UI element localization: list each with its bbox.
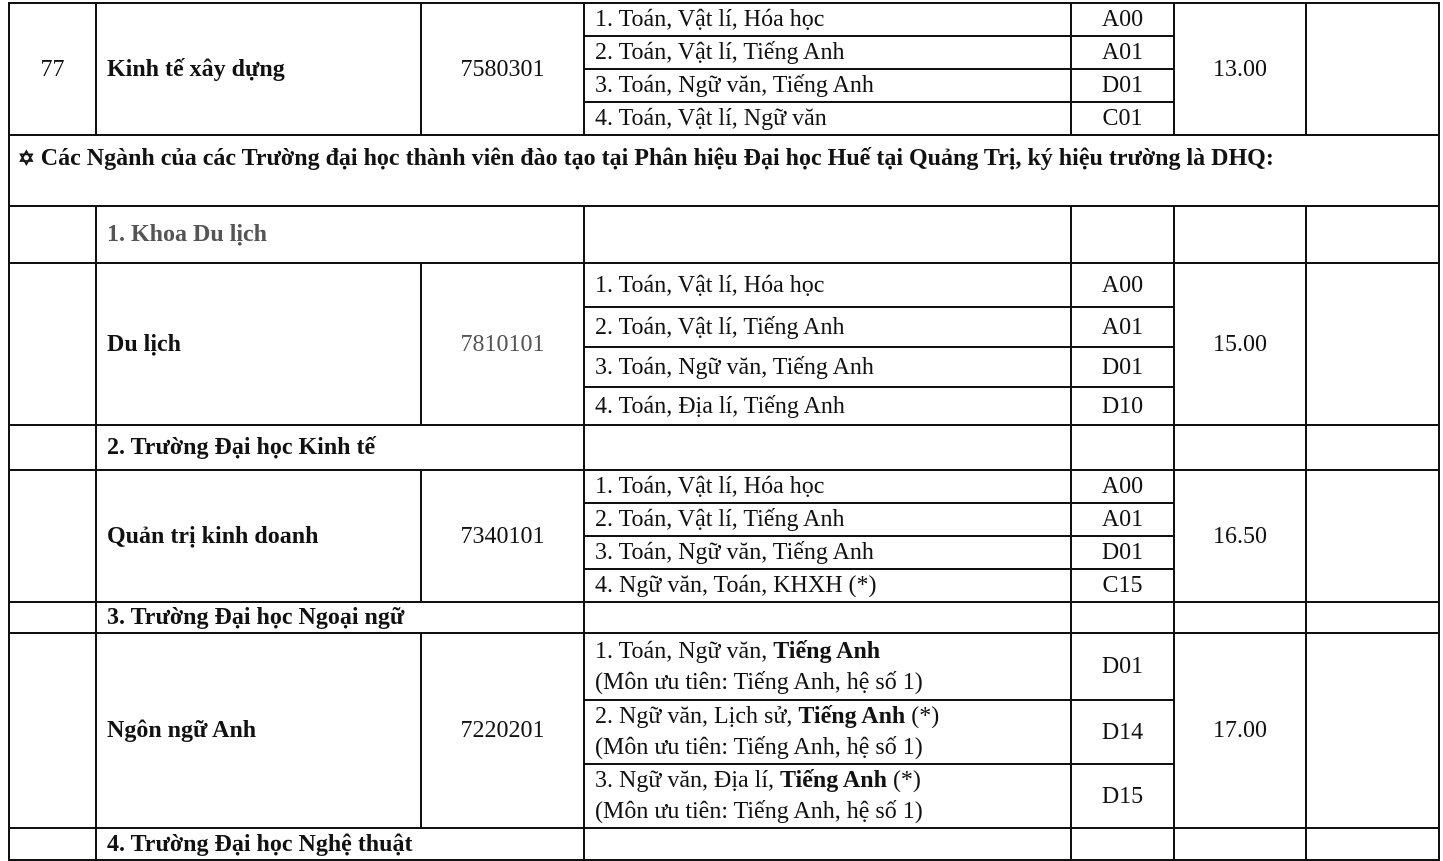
group-title: 2. Trường Đại học Kinh tế [96,425,584,470]
major-name: Quản trị kinh doanh [96,470,421,602]
stt-cell [9,206,96,263]
group-row [9,828,1439,860]
subjects-text: 3. Toán, Ngữ văn, Tiếng Anh [595,539,874,565]
subject-combination [584,36,1071,69]
stt-cell [9,828,96,860]
block-code: D15 [1071,764,1174,828]
block-code: A01 [1071,307,1174,347]
admission-table [8,2,1440,861]
empty-cell [1306,425,1439,470]
subjects-text: 1. Toán, Vật lí, Hóa học [595,6,825,32]
subjects-text: 2. Ngữ văn, Lịch sử, [595,703,799,729]
subjects-text: 4. Ngữ văn, Toán, KHXH (*) [595,572,877,598]
block-code: A00 [1071,470,1174,503]
block-code: A01 [1071,503,1174,536]
subject-combination [584,263,1071,307]
subjects-text: 3. Toán, Ngữ văn, Tiếng Anh [595,353,874,380]
major-name: Ngôn ngữ Anh [96,633,421,828]
priority-note: (Môn ưu tiên: Tiếng Anh, hệ số 1) [595,668,923,695]
section-header [9,135,1439,206]
block-code: D01 [1071,347,1174,387]
subject-combination [584,69,1071,102]
subjects-suffix: (*) [886,767,921,793]
subjects-text: 4. Toán, Địa lí, Tiếng Anh [595,392,845,419]
empty-cell [584,206,1071,263]
major-name: Kinh tế xây dựng [96,3,421,135]
table-row [9,470,1439,503]
group-title: 1. Khoa Du lịch [96,206,584,263]
subject-combination [584,764,1071,828]
group-row [9,425,1439,470]
section-title: Các Ngành của các Trường đại học thành viên đào tạo tại Phân hiệu Đại học Huế tại Quảng Trị, ký hiệu trường là DHQ: [40,145,1274,171]
subjects-bold: Tiếng Anh [773,637,881,664]
subjects-suffix: (*) [905,703,940,729]
subjects-text: 1. Toán, Ngữ văn, [595,637,774,664]
table-row [9,3,1439,36]
group-row [9,206,1439,263]
group-title: 3. Trường Đại học Ngoại ngữ [96,602,584,633]
block-code: A01 [1071,36,1174,69]
subjects-bold: Tiếng Anh [798,703,906,729]
block-code: A00 [1071,263,1174,307]
block-code: C15 [1071,569,1174,602]
subject-combination [584,470,1071,503]
empty-cell [1174,828,1306,860]
subjects-text: 3. Toán, Ngữ văn, Tiếng Anh [595,72,874,98]
stt-cell [9,263,96,425]
subject-combination [584,700,1071,764]
subject-combination [584,569,1071,602]
table-row [9,263,1439,307]
block-code: D14 [1071,700,1174,764]
section-header-row [9,135,1439,206]
priority-note: (Môn ưu tiên: Tiếng Anh, hệ số 1) [595,734,923,760]
subject-combination [584,102,1071,135]
stt-cell [9,425,96,470]
block-code: D01 [1071,633,1174,700]
min-score: 17.00 [1174,633,1306,828]
major-code: 7580301 [421,3,584,135]
empty-cell [1306,602,1439,633]
stt-cell: 77 [9,3,96,135]
empty-cell [1174,602,1306,633]
major-code: 7340101 [421,470,584,602]
subjects-text: 2. Toán, Vật lí, Tiếng Anh [595,313,845,340]
star-icon: ✡ [18,148,35,170]
empty-cell [584,425,1071,470]
subject-combination [584,536,1071,569]
table-row [9,633,1439,700]
subjects-text: 1. Toán, Vật lí, Hóa học [595,473,825,499]
empty-cell [1071,602,1174,633]
subjects-text: 2. Toán, Vật lí, Tiếng Anh [595,39,845,65]
subject-combination [584,307,1071,347]
empty-cell [584,828,1071,860]
min-score: 16.50 [1174,470,1306,602]
min-score: 13.00 [1174,3,1306,135]
empty-cell [1306,828,1439,860]
group-title: 4. Trường Đại học Nghệ thuật [96,828,584,860]
stt-cell [9,470,96,602]
empty-cell [1071,206,1174,263]
block-code: D01 [1071,69,1174,102]
notes-cell [1306,633,1439,828]
subject-combination [584,347,1071,387]
subjects-bold: Tiếng Anh [779,767,887,793]
subject-combination [584,633,1071,700]
empty-cell [584,602,1071,633]
subject-combination [584,503,1071,536]
group-row [9,602,1439,633]
subjects-text: 4. Toán, Vật lí, Ngữ văn [595,105,827,131]
subjects-text: 1. Toán, Vật lí, Hóa học [595,271,825,298]
major-name: Du lịch [96,263,421,425]
stt-cell [9,602,96,633]
empty-cell [1071,828,1174,860]
empty-cell [1174,425,1306,470]
subjects-text: 2. Toán, Vật lí, Tiếng Anh [595,506,845,532]
block-code: D01 [1071,536,1174,569]
subject-combination [584,3,1071,36]
block-code: D10 [1071,387,1174,425]
empty-cell [1306,206,1439,263]
notes-cell [1306,263,1439,425]
priority-note: (Môn ưu tiên: Tiếng Anh, hệ số 1) [595,798,923,824]
subject-combination [584,387,1071,425]
block-code: A00 [1071,3,1174,36]
subjects-text: 3. Ngữ văn, Địa lí, [595,767,780,793]
major-code: 7220201 [421,633,584,828]
major-code: 7810101 [421,263,584,425]
stt-cell [9,633,96,828]
min-score: 15.00 [1174,263,1306,425]
notes-cell [1306,3,1439,135]
block-code: C01 [1071,102,1174,135]
empty-cell [1174,206,1306,263]
empty-cell [1071,425,1174,470]
notes-cell [1306,470,1439,602]
